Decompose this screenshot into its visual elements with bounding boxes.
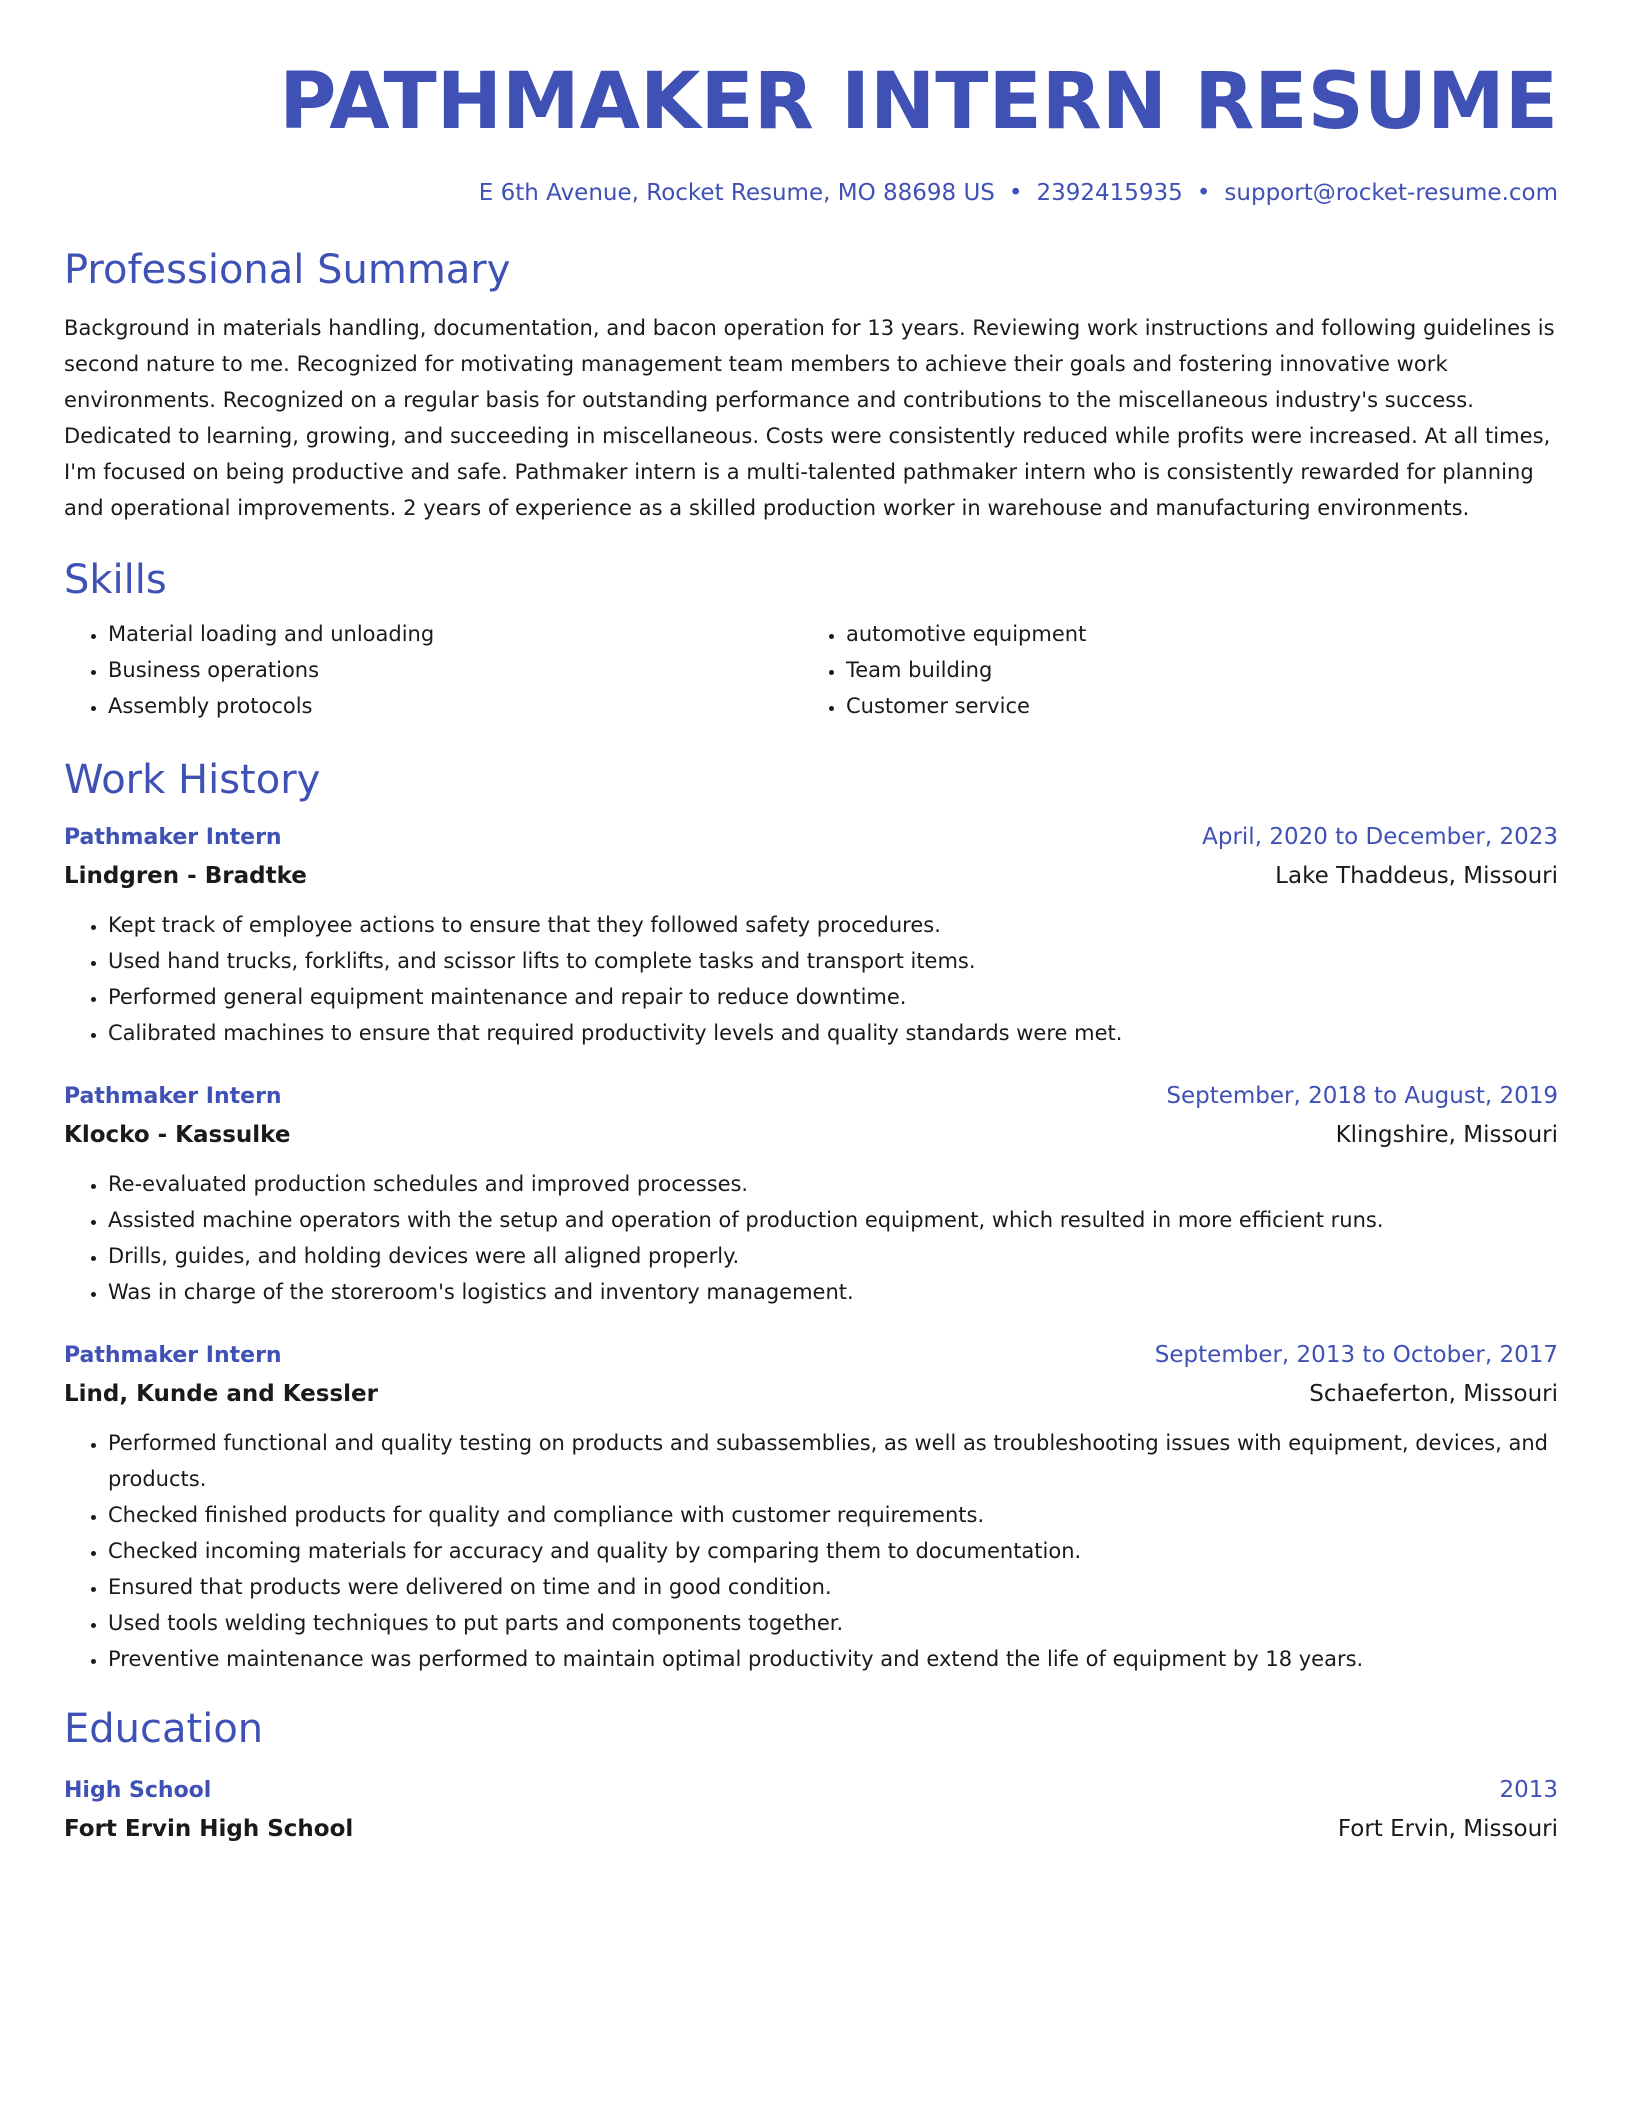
education-header-row xyxy=(64,1771,1558,1810)
resume-name: PATHMAKER INTERN RESUME xyxy=(279,57,1558,147)
job-bullet: • Assisted machine operators with the setup and operation of production equipment, which resulted in more efficient runs. xyxy=(108,1202,1558,1238)
job-company-row xyxy=(64,1375,1558,1413)
resume-header xyxy=(64,52,1558,208)
job-location: Lake Thaddeus, Missouri xyxy=(1275,863,1558,889)
skills-column-left xyxy=(64,616,802,724)
education-school-row xyxy=(64,1810,1558,1848)
job-bullet: • Re-evaluated production schedules and improved processes. xyxy=(108,1166,1558,1202)
education-section xyxy=(64,1703,1558,1848)
job-dates: September, 2013 to October, 2017 xyxy=(1154,1342,1558,1368)
job-company: Lind, Kunde and Kessler xyxy=(64,1381,378,1407)
education-degree: High School xyxy=(64,1778,212,1803)
job-bullet: • Checked finished products for quality and compliance with customer requirements. xyxy=(108,1497,1558,1533)
contact-separator: • xyxy=(1196,180,1211,206)
skills-heading: Skills xyxy=(64,557,167,603)
job-bullet: • Kept track of employee actions to ensure that they followed safety procedures. xyxy=(108,907,1558,943)
job-company: Lindgren - Bradtke xyxy=(64,863,307,889)
job-bullets xyxy=(64,1425,1558,1677)
job-bullets xyxy=(64,1166,1558,1310)
skills-section xyxy=(64,554,1558,724)
summary-text: Background in materials handling, documentation, and bacon operation for 13 years. Reviewing work instructions and following guidelines is second nature to me. Recognized for motivating management team members to achieve their goals and fostering innovative work environments. Recognized on a regular basis for outstanding performance and contributions to the miscellaneous industry's success. Dedicated to learning, growing, and succeeding in miscellaneous. Costs were consistently reduced while profits were increased. At all times, I'm focused on being productive and safe. Pathmaker intern is a multi-talented pathmaker intern who is consistently rewarded for planning and operational improvements. 2 years of experience as a skilled production worker in warehouse and manufacturing environments. xyxy=(64,316,1555,520)
job-bullets xyxy=(64,907,1558,1051)
job-bullet: • Performed general equipment maintenance and repair to reduce downtime. xyxy=(108,979,1558,1015)
job-header-row xyxy=(64,1336,1558,1375)
skill-item: • Business operations xyxy=(108,652,802,688)
job-bullet: • Used hand trucks, forklifts, and scissor lifts to complete tasks and transport items. xyxy=(108,943,1558,979)
skill-item: • Team building xyxy=(846,652,1540,688)
job-bullet: • Performed functional and quality testing on products and subassemblies, as well as troubleshooting issues with equipment, devices, and products. xyxy=(108,1425,1558,1497)
contact-phone: 2392415935 xyxy=(1036,180,1183,206)
job-title: Pathmaker Intern xyxy=(64,1343,282,1368)
contact-email: support@rocket-resume.com xyxy=(1224,180,1558,206)
job-title: Pathmaker Intern xyxy=(64,1084,282,1109)
job-bullet: • Calibrated machines to ensure that required productivity levels and quality standards were met. xyxy=(108,1015,1558,1051)
education-location: Fort Ervin, Missouri xyxy=(1337,1816,1558,1842)
job-bullet: • Ensured that products were delivered on time and in good condition. xyxy=(108,1569,1558,1605)
job-company: Klocko - Kassulke xyxy=(64,1122,291,1148)
job-header-row xyxy=(64,1077,1558,1116)
job-company-row xyxy=(64,1116,1558,1154)
contact-separator: • xyxy=(1008,180,1023,206)
job-bullet: • Drills, guides, and holding devices were all aligned properly. xyxy=(108,1238,1558,1274)
job-bullet: • Preventive maintenance was performed to maintain optimal productivity and extend the life of equipment by 18 years. xyxy=(108,1641,1558,1677)
work-history-section xyxy=(64,754,1558,1677)
job-location: Klingshire, Missouri xyxy=(1335,1122,1558,1148)
skills-list-right xyxy=(802,616,1540,724)
job-header-row xyxy=(64,818,1558,857)
job-title: Pathmaker Intern xyxy=(64,825,282,850)
education-entry xyxy=(64,1771,1558,1848)
summary-section xyxy=(64,244,1558,526)
education-heading: Education xyxy=(64,1706,264,1752)
skill-item: • Assembly protocols xyxy=(108,688,802,724)
job-bullet: • Checked incoming materials for accuracy and quality by comparing them to documentation. xyxy=(108,1533,1558,1569)
job-bullet: • Was in charge of the storeroom's logistics and inventory management. xyxy=(108,1274,1558,1310)
skills-columns xyxy=(64,616,1558,724)
skills-list-left xyxy=(64,616,802,724)
job-dates: April, 2020 to December, 2023 xyxy=(1202,824,1558,850)
resume-page xyxy=(64,52,1558,1848)
contact-address: E 6th Avenue, Rocket Resume, MO 88698 US xyxy=(478,180,995,206)
skills-column-right xyxy=(802,616,1540,724)
education-year: 2013 xyxy=(1499,1777,1558,1803)
summary-heading: Professional Summary xyxy=(64,247,511,293)
job-dates: September, 2018 to August, 2019 xyxy=(1166,1083,1558,1109)
education-school: Fort Ervin High School xyxy=(64,1816,354,1842)
skill-item: • automotive equipment xyxy=(846,616,1540,652)
skill-item: • Customer service xyxy=(846,688,1540,724)
contact-line xyxy=(64,178,1558,208)
skill-item: • Material loading and unloading xyxy=(108,616,802,652)
job-entry xyxy=(64,1336,1558,1677)
job-entry xyxy=(64,1077,1558,1310)
job-company-row xyxy=(64,857,1558,895)
work-history-heading: Work History xyxy=(64,757,321,803)
job-bullet: • Used tools welding techniques to put parts and components together. xyxy=(108,1605,1558,1641)
job-entry xyxy=(64,818,1558,1051)
job-location: Schaeferton, Missouri xyxy=(1309,1381,1558,1407)
